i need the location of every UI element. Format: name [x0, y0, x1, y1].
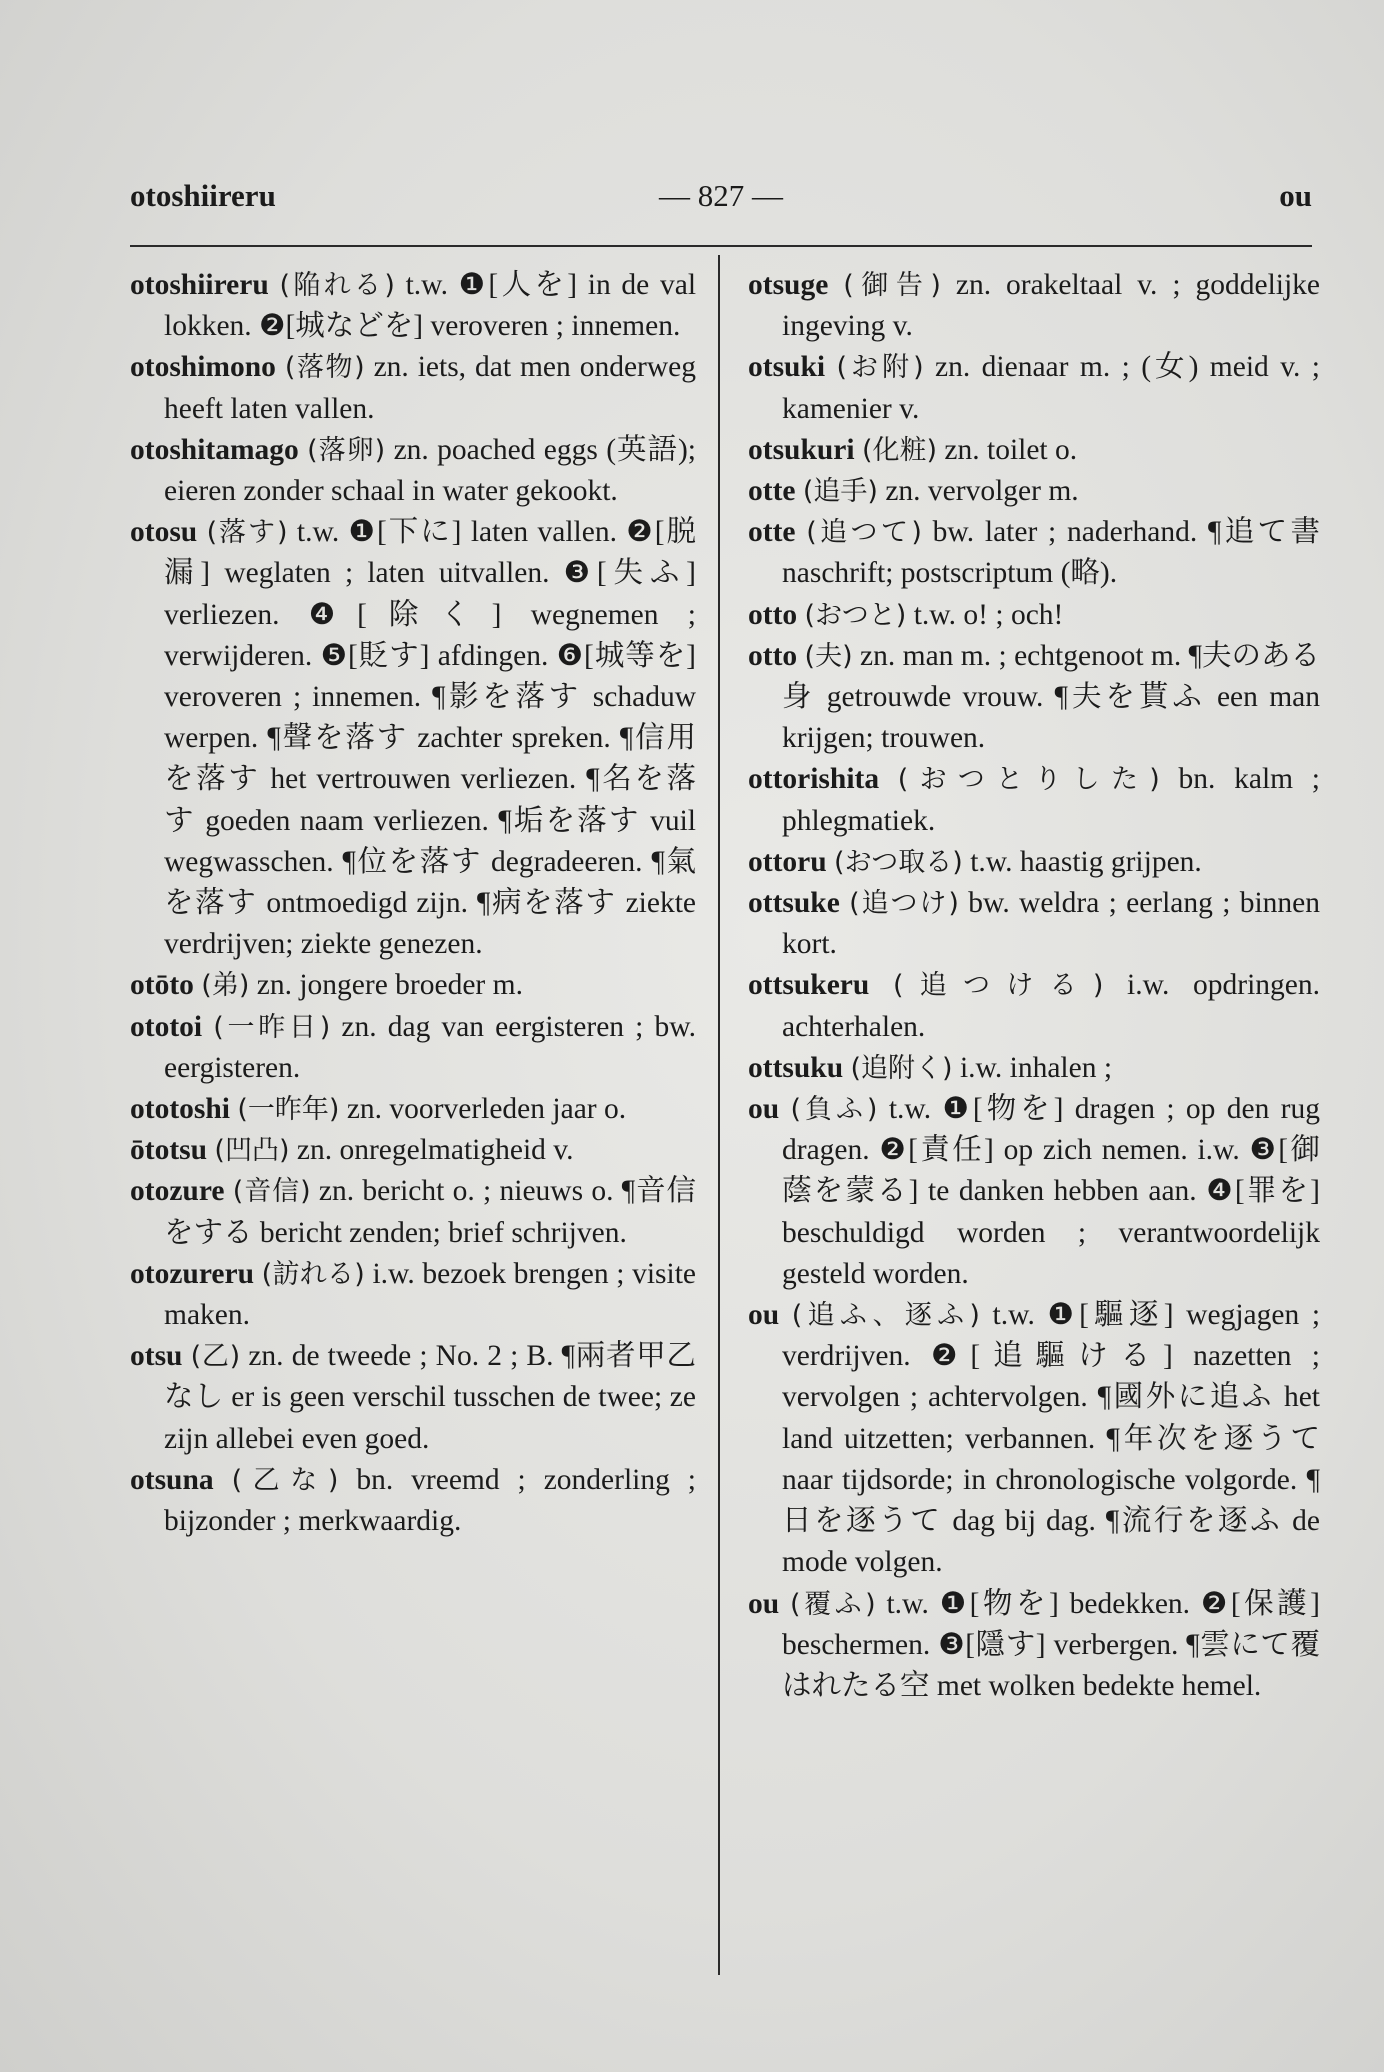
dictionary-entry: [748, 1048, 1320, 1089]
dictionary-entry: [130, 265, 696, 347]
dictionary-entry: [748, 512, 1320, 594]
entry-kanji: (御告): [843, 270, 941, 301]
entry-definition: zn. iets, dat men onderweg heeft laten vallen.: [164, 351, 697, 425]
entry-kanji: (訪れる): [261, 1258, 365, 1290]
entry-definition: t.w. ❶[物を] dragen ; op den rug dragen. ❷[責任] op zich nemen. i.w. ❸[御蔭を蒙る] te danken hebben aan. ❹[罪を] beschuldigd worden ; verantwoordelijk gesteld worden.: [782, 1093, 1321, 1290]
header-left-guideword: otoshiireru: [130, 178, 276, 213]
dictionary-entry: [748, 883, 1320, 965]
entry-headword: ou: [748, 1587, 780, 1620]
entry-definition: bw. weldra ; eerlang ; binnen kort.: [782, 887, 1321, 961]
entry-definition: t.w. haastig grijpen.: [970, 845, 1202, 878]
dictionary-entry: [130, 1460, 696, 1542]
dictionary-entry: [748, 636, 1320, 760]
entry-headword: otōto: [130, 969, 194, 1002]
entry-definition: t.w. o! ; och!: [913, 598, 1064, 631]
dictionary-entry: [130, 1007, 696, 1089]
dictionary-entry: [130, 1171, 696, 1253]
entry-headword: otte: [748, 475, 796, 508]
entry-definition: i.w. bezoek brengen ; visite maken.: [164, 1257, 697, 1332]
entry-headword: otozure: [130, 1175, 225, 1208]
entry-kanji: (追ふ、逐ふ): [791, 1300, 980, 1332]
entry-headword: ottsuku: [748, 1051, 844, 1084]
dictionary-entry: [748, 1584, 1320, 1708]
entry-headword: ottoru: [748, 845, 827, 878]
entry-definition: bn. vreemd ; zonderling ; bijzonder ; merkwaardig.: [164, 1463, 696, 1538]
entry-headword: otsuna: [130, 1463, 214, 1496]
entry-headword: ottorishita: [748, 763, 880, 796]
entry-headword: otozureru: [130, 1257, 254, 1290]
page-number: — 827 —: [659, 178, 783, 213]
entry-headword: otoshimono: [130, 351, 276, 384]
entry-kanji: (おつとりした): [897, 764, 1160, 796]
entry-kanji: (一昨日): [213, 1011, 331, 1043]
entry-definition: zn. de tweede ; No. 2 ; B. ¶兩者甲乙なし er is geen verschil tusschen de twee; ze zijn allebei even goed.: [164, 1340, 697, 1455]
entry-definition: i.w. opdringen. achterhalen.: [782, 969, 1321, 1043]
dictionary-entry: [748, 265, 1320, 347]
entry-headword: ōtotsu: [130, 1134, 208, 1167]
entry-definition: zn. dienaar m. ; (女) meid v. ; kamenier v.: [782, 351, 1320, 425]
entry-headword: otto: [748, 639, 798, 672]
column-divider: [718, 255, 720, 1975]
entry-kanji: (追つける): [892, 970, 1104, 1002]
entry-kanji: (夫): [804, 640, 853, 672]
entry-headword: ou: [748, 1299, 780, 1332]
dictionary-entry: [748, 430, 1320, 471]
entry-definition: bn. kalm ; phlegmatiek.: [782, 763, 1320, 837]
entry-definition: zn. dag van eergisteren ; bw. eergisteren.: [164, 1010, 696, 1084]
dictionary-entry: [130, 1130, 696, 1171]
dictionary-entry: [130, 965, 696, 1006]
entry-kanji: (お附): [836, 352, 924, 384]
dictionary-entry: [748, 759, 1320, 841]
dictionary-entry: [748, 347, 1320, 429]
entry-kanji: (おつと): [804, 599, 907, 631]
entry-kanji: (落物): [284, 352, 365, 384]
entry-definition: zn. man m. ; echtgenoot m. ¶夫のある身 getrouwde vrouw. ¶夫を貰ふ een man krijgen; trouwen.: [782, 639, 1321, 755]
entry-headword: ottsukeru: [748, 969, 870, 1002]
entry-kanji: (追附く): [850, 1052, 953, 1084]
dictionary-entry: [748, 1089, 1320, 1295]
dictionary-entry: [130, 1336, 696, 1460]
dictionary-entry: [748, 1295, 1320, 1583]
entry-definition: zn. jongere broeder m.: [256, 969, 523, 1002]
entry-definition: zn. bericht o. ; nieuws o. ¶音信をする bericht zenden; brief schrijven.: [164, 1175, 697, 1249]
dictionary-entry: [748, 471, 1320, 512]
entry-headword: otosu: [130, 516, 198, 549]
entry-kanji: (覆ふ): [790, 1588, 876, 1620]
entry-kanji: (落卵): [307, 434, 386, 466]
entry-definition: zn. poached eggs (英語); eieren zonder schaal in water gekookt.: [164, 433, 697, 508]
dictionary-entry: [130, 1089, 696, 1130]
entry-kanji: (化粧): [861, 434, 938, 466]
entry-definition: zn. vervolger m.: [885, 475, 1079, 508]
entry-headword: otsuki: [748, 351, 826, 384]
entry-headword: ototoi: [130, 1010, 203, 1043]
entry-definition: t.w. ❶[驅逐] wegjagen ; verdrijven. ❷[追驅ける] nazetten ; vervolgen ; achtervolgen. ¶國外に追ふ het land uitzetten; verbannen. ¶年次を逐うて naar tijdsorde; in chronologische volgorde. ¶日を逐うて dag bij dag. ¶流行を逐ふ de mode volgen.: [782, 1299, 1321, 1579]
entry-headword: ou: [748, 1093, 780, 1126]
entry-definition: t.w. ❶[人を] in de val lokken. ❷[城などを] veroveren ; innemen.: [164, 269, 697, 343]
entry-headword: otoshiireru: [130, 269, 269, 301]
entry-kanji: (音信): [232, 1176, 311, 1208]
dictionary-entry: [748, 595, 1320, 636]
entry-headword: otto: [748, 598, 798, 631]
dictionary-entry: [748, 965, 1320, 1047]
entry-headword: ottsuke: [748, 887, 840, 920]
left-column: [130, 265, 696, 1542]
entry-kanji: (一昨年): [237, 1094, 340, 1126]
entry-definition: i.w. inhalen ;: [959, 1051, 1113, 1084]
entry-definition: zn. toilet o.: [944, 433, 1078, 466]
entry-kanji: (凹凸): [214, 1135, 290, 1167]
dictionary-entry: [130, 512, 696, 965]
entry-kanji: (弟): [201, 970, 250, 1002]
entry-kanji: (乙): [190, 1341, 241, 1373]
entry-kanji: (追つて): [806, 517, 922, 549]
entry-definition: t.w. ❶[物を] bedekken. ❷[保護] beschermen. ❸[隱す] verbergen. ¶雲にて覆はれたる空 met wolken bedekte hemel.: [782, 1587, 1320, 1702]
entry-definition: zn. voorverleden jaar o.: [346, 1093, 627, 1126]
entry-headword: otoshitamago: [130, 433, 299, 466]
entry-kanji: (追手): [802, 476, 878, 508]
entry-kanji: (陥れる): [279, 270, 395, 301]
dictionary-entry: [130, 347, 696, 429]
page-header: [130, 178, 1312, 226]
entry-headword: otsu: [130, 1340, 183, 1373]
header-right-guideword: ou: [1279, 178, 1312, 213]
entry-kanji: (落す): [206, 517, 288, 549]
dictionary-entry: [748, 842, 1320, 883]
right-column: [748, 265, 1320, 1707]
header-rule: [130, 245, 1312, 247]
entry-headword: otsukuri: [748, 433, 855, 466]
entry-headword: ototoshi: [130, 1093, 230, 1126]
entry-kanji: (おつ取る): [834, 846, 963, 878]
entry-definition: zn. onregelmatigheid v.: [296, 1134, 574, 1167]
dictionary-entry: [130, 430, 696, 512]
entry-kanji: (負ふ): [790, 1094, 878, 1126]
entry-definition: zn. orakeltaal v. ; goddelijke ingeving v.: [782, 269, 1320, 343]
entry-headword: otte: [748, 516, 796, 549]
entry-definition: bw. later ; naderhand. ¶追て書 naschrift; postscriptum (略).: [782, 516, 1321, 590]
entry-kanji: (乙な): [231, 1464, 339, 1496]
entry-kanji: (追つけ): [849, 888, 959, 920]
entry-headword: otsuge: [748, 269, 829, 301]
entry-definition: t.w. ❶[下に] laten vallen. ❷[脱漏] weglaten ; laten uitvallen. ❸[失ふ] verliezen. ❹[除く] wegnemen ; verwijderen. ❺[貶す] afdingen. ❻[城等を] veroveren ; innemen. ¶影を落す schaduw werpen. ¶聲を落す zachter spreken. ¶信用を落す het vertrouwen verliezen. ¶名を落す goeden naam verliezen. ¶垢を落す vuil wegwasschen. ¶位を落す degradeeren. ¶氣を落す ontmoedigd zijn. ¶病を落す ziekte verdrijven; ziekte genezen.: [164, 516, 697, 961]
dictionary-entry: [130, 1254, 696, 1336]
